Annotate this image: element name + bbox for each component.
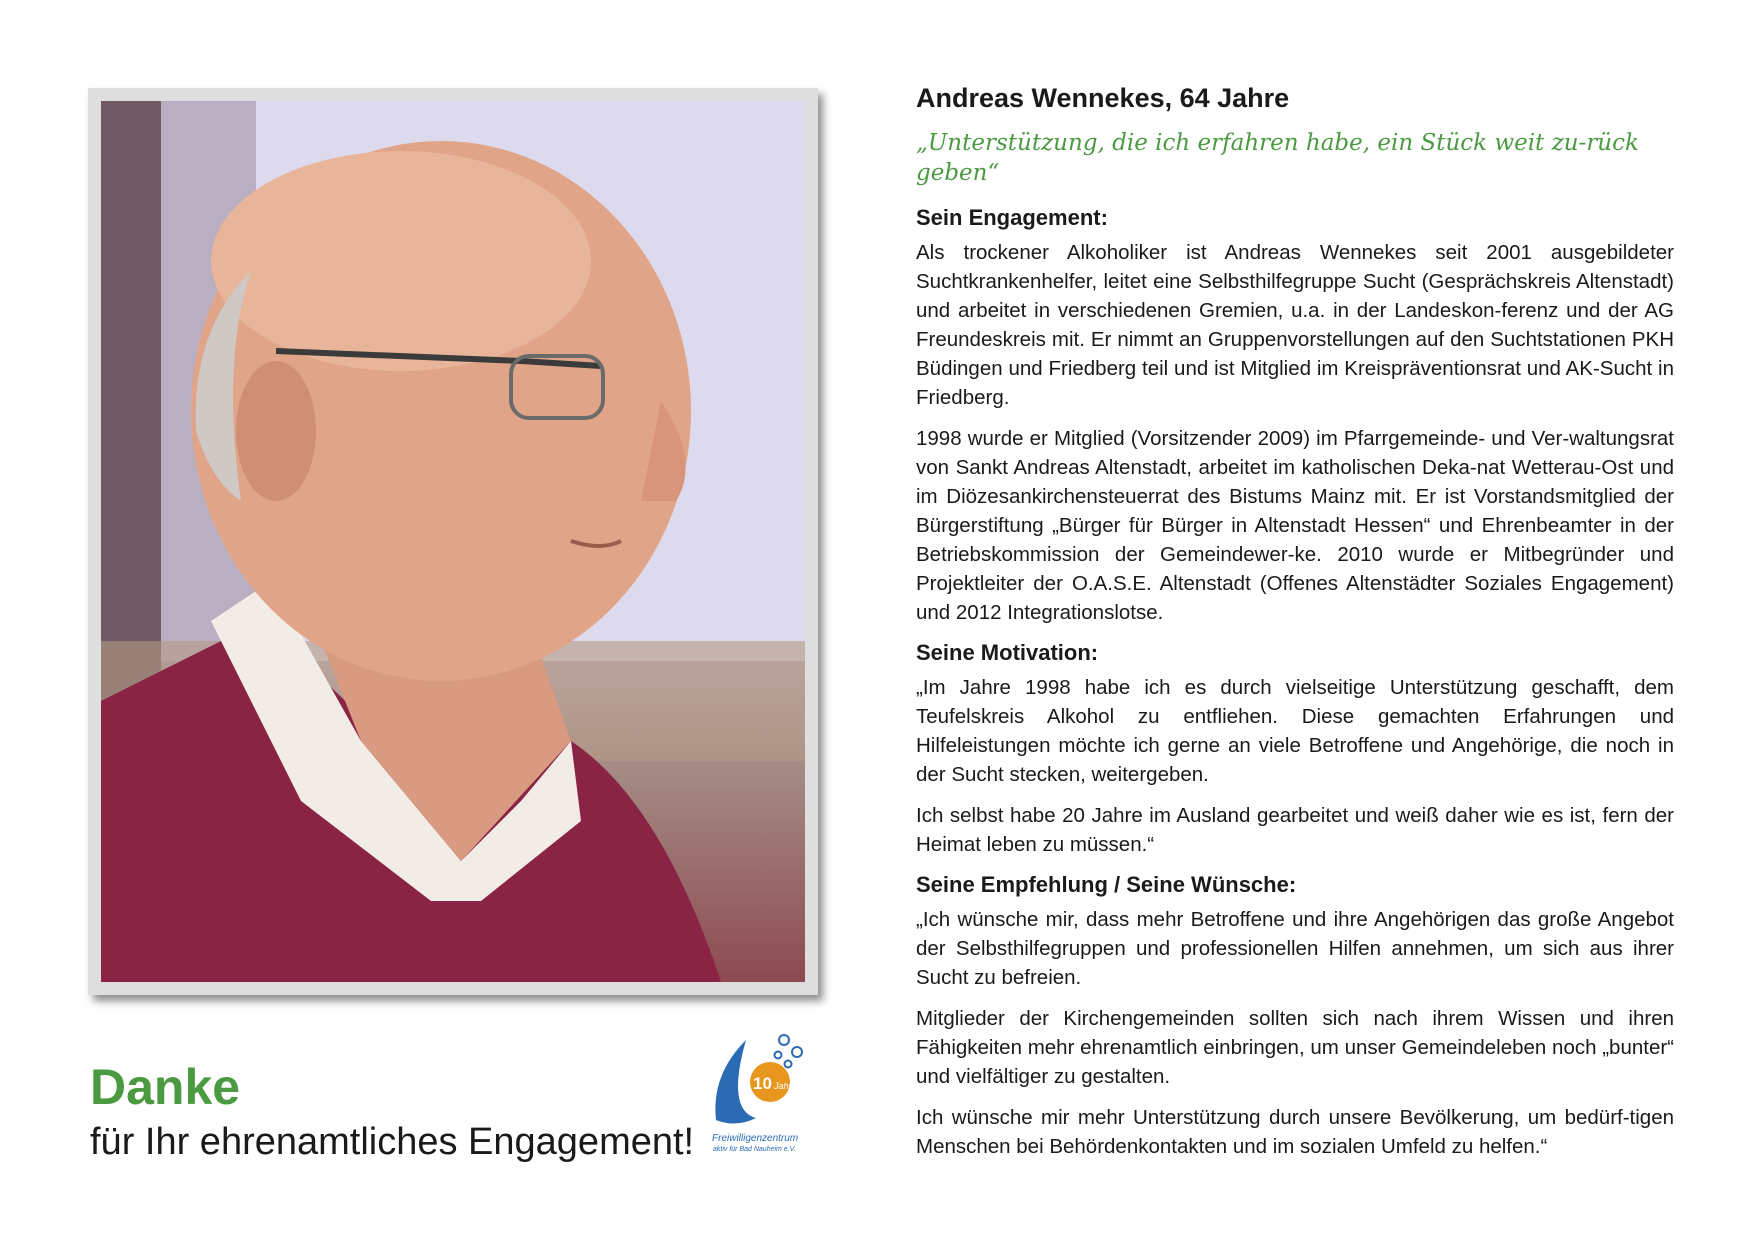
wishes-paragraph: Ich wünsche mir mehr Unterstützung durch unsere Bevölkerung, um bedürf-tigen Menschen bei Behördenkontakten und im sozialen Umfeld zu helfen.“ (916, 1106, 1674, 1158)
portrait-illustration (101, 101, 805, 982)
motivation-paragraph: „Im Jahre 1998 habe ich es durch vielseitige Unterstützung geschafft, dem Teufelskreis Alkohol zu entfliehen. Diese gemachten Erfahrungen und Hilfeleistungen möchte ich gerne an viele Betroffene und Angehörige, die noch in der Sucht stecken, weitergeben. (916, 676, 1674, 786)
logo-name: Freiwilligenzentrum (712, 1133, 799, 1144)
thanks-heading: Danke (90, 1059, 241, 1115)
person-name: Andreas Wennekes, 64 Jahre (916, 83, 1290, 113)
section-heading-wishes: Seine Empfehlung / Seine Wünsche: (916, 872, 1297, 897)
logo-badge-word: Jahre (774, 1081, 797, 1091)
section-heading-motivation: Seine Motivation: (916, 640, 1099, 665)
engagement-paragraph: Als trockener Alkoholiker ist Andreas Wennekes seit 2001 ausgebildeter Suchtkrankenhelfer, leitet eine Selbsthilfegruppe Sucht (Gesprächskreis Altenstadt) und arbeitet in verschiedenen Gremien, u.a. in der Landeskon-ferenz und der AG Freundeskreis mit. Er nimmt an Gruppenvorstellungen auf den Suchtstationen PKH Büdingen und Friedberg teil und ist Mitglied im Kreispräventionsrat und AK-Sucht in Friedberg. (916, 241, 1674, 409)
logo-badge-number: 10 (753, 1074, 772, 1093)
engagement-paragraph: 1998 wurde er Mitglied (Vorsitzender 2009) im Pfarrgemeinde- und Ver-waltungsrat von Sankt Andreas Altenstadt, arbeitet im katholischen Deka-nat Wetterau-Ost und im Diözesankirchensteuerrat des Bistums Mainz mit. Er ist Vorstandsmitglied der Bürgerstiftung „Bürger für Bürger in Altenstadt Hessen“ und Ehrenbeamter in der Betriebskommission der Gemeindewer-ke. 2010 wurde er Mitbegründer und Projektleiter der O.A.S.E. Altenstadt (Offenes Altenstädter Soziales Engagement) und 2012 Integrationslotse. (916, 427, 1674, 624)
section-heading-engagement: Sein Engagement: (916, 205, 1108, 230)
person-quote: „Unterstützung, die ich erfahren habe, ein Stück weit zu-rück geben“ (916, 130, 1639, 186)
logo-tagline: aktiv für Bad Nauheim e.V. (713, 1146, 796, 1153)
wishes-paragraph: Mitglieder der Kirchengemeinden sollten sich nach ihrem Wissen und ihren Fähigkeiten mehr ehrenamtlich einbringen, um unser Gemeindeleben noch „bunter“ und vielfältiger zu gestalten. (916, 1007, 1674, 1088)
portrait-frame (88, 88, 818, 995)
motivation-paragraph: Ich selbst habe 20 Jahre im Ausland gearbeitet und weiß daher wie es ist, fern der Heimat leben zu müssen.“ (916, 804, 1674, 856)
thanks-subtitle: für Ihr ehrenamtliches Engagement! (90, 1121, 695, 1163)
wishes-paragraph: „Ich wünsche mir, dass mehr Betroffene und ihre Angehörigen das große Angebot der Selbsthilfegruppen und professionellen Hilfen annehmen, um sich aus ihrer Sucht zu befreien. (916, 908, 1674, 989)
profile-text-column (916, 82, 1674, 1173)
portrait-photo (101, 101, 805, 982)
